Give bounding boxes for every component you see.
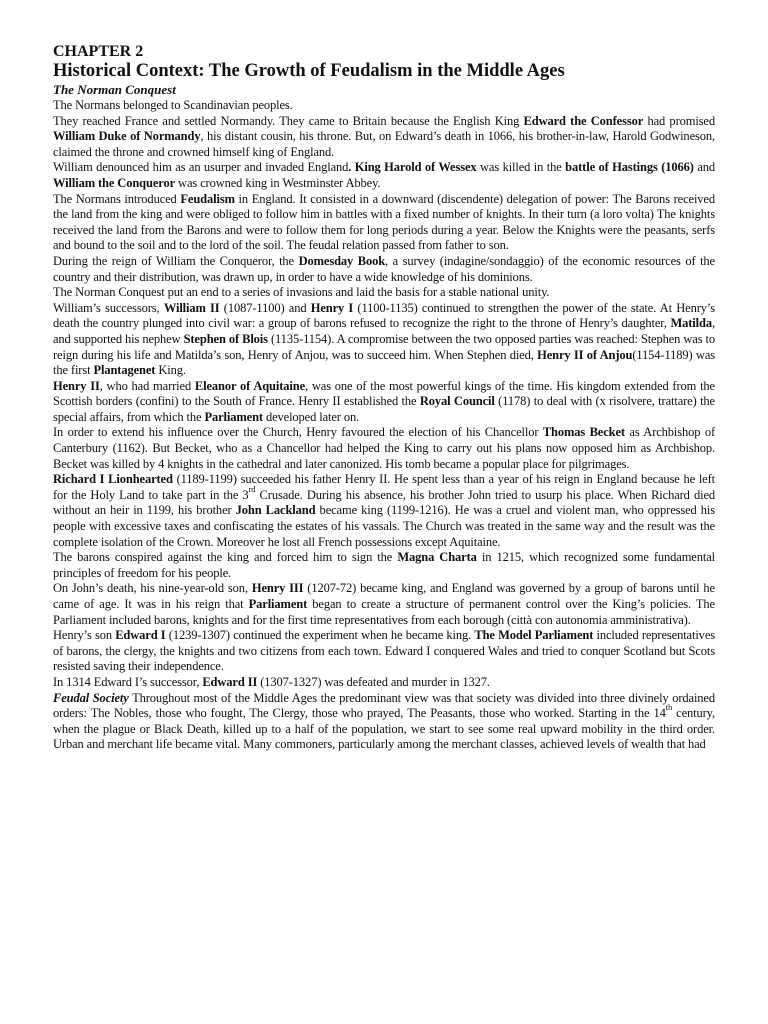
text-run: William’s successors, xyxy=(53,300,164,315)
paragraph xyxy=(53,472,715,550)
bold-term: Parliament xyxy=(248,597,308,611)
bold-term: William the Conqueror xyxy=(53,175,176,190)
text-run: included representatives of barons, the clergy, the knights and two citizens from each town. Edward I conquered Wales and tried to conquer Scotland but Scots resisted saving their independence. xyxy=(53,628,715,674)
bold-term: Thomas Becket xyxy=(542,425,625,440)
ordinal-suffix: th xyxy=(665,702,673,713)
text-run: In order to extend his influence over the Church, Henry favoured the election of his Chancellor xyxy=(53,425,543,440)
text-run: , a survey (indagine/sondaggio) of the economic resources of the country and their distribution, was drawn up, in order to have a wide knowledge of his dominions. xyxy=(53,253,715,284)
bold-term: John Lackland xyxy=(235,503,316,518)
text-run: Throughout most of the Middle Ages the predominant view was that society was divided into three divinely ordained orders: The Nobles, those who fought, The Clergy, those who prayed, The Peasants, those who worked. Starting in the 14 xyxy=(53,690,715,721)
text-run: in England. It consisted in a downward (discendente) delegation of power: The Barons received the land from the king and were obliged to follow him in battles with a fixed number of knights. In their turn (a loro volta) The knights received the land from the Barons and were to follow them for long periods during a year. Below the Knights were the peasants, serfs and bound to the soil and to the lord of the soil. The feudal relation passed from father to son. xyxy=(53,191,715,253)
text-run: On John’s death, his nine-year-old son, xyxy=(53,581,252,596)
bold-term: Henry I xyxy=(310,300,354,315)
paragraph xyxy=(53,379,715,426)
bold-term: Edward II xyxy=(202,674,258,689)
text-run: , his distant cousin, his throne. But, on Edward’s death in 1066, his brother-in-law, Harold Godwineson, claimed the throne and crowned himself king of England. xyxy=(53,129,716,159)
bold-term: Edward I xyxy=(115,628,166,643)
chapter-label: CHAPTER 2 xyxy=(53,43,144,60)
bold-term: Henry II of Anjou xyxy=(537,347,633,362)
text-run: (1189-1199) succeeded his father Henry II. He spent less than a year of his reign in England because he left for the Holy Land to take part in the 3 xyxy=(53,472,715,502)
bold-term: William II xyxy=(163,300,220,315)
text-run: The Normans introduced xyxy=(53,191,181,206)
paragraph xyxy=(53,581,715,628)
bold-term: Domesday Book xyxy=(298,253,386,268)
bold-term: Feudalism xyxy=(180,191,235,206)
paragraph xyxy=(53,628,715,675)
text-run: became king (1199-1216). He was a cruel and violent man, who oppressed his people with excessive taxes and confiscating the estates of his vassals. The Church was treated in the same way and the result was the complete isolation of the Crown. Moreover he lost all French possessions except Aquitaine. xyxy=(53,503,715,549)
bold-term: William Duke of Normandy xyxy=(53,129,201,144)
text-run: was killed in the xyxy=(476,160,566,175)
text-run: , and supported his nephew xyxy=(53,316,715,346)
text-run: Crusade. During his absence, his brother John tried to usurp his place. When Richard died without an heir in 1199, his brother xyxy=(53,487,715,518)
text-run: (1307-1327) was defeated and murder in 1327. xyxy=(257,674,490,689)
paragraph xyxy=(53,301,715,379)
text-run: (1087-1100) and xyxy=(219,300,311,315)
text-run: as Archbishop of Canterbury (1162). But Becket, who as a Chancellor had helped the King to carry out his plans now opposed him as Archbishop. Becket was killed by 4 knights in the cathedral and later canonized. His tomb became a popular place for pilgrimages. xyxy=(53,425,716,471)
bold-term: Matilda xyxy=(670,316,712,331)
paragraph xyxy=(53,114,715,161)
text-run: Henry’s son xyxy=(53,628,116,643)
paragraph xyxy=(53,285,715,301)
chapter-title: Historical Context: The Growth of Feudalism in the Middle Ages xyxy=(53,61,565,81)
bold-term: Plantagenet xyxy=(93,363,156,378)
text-run: (1207-72) became king, and England was governed by a group of barons until he came of age. It was in his reign that xyxy=(53,581,715,611)
text-run: was crowned king in Westminster Abbey. xyxy=(175,175,381,190)
ordinal-suffix: rd xyxy=(248,483,256,494)
text-run: In 1314 Edward I’s successor, xyxy=(53,674,203,689)
text-run: and xyxy=(693,160,716,175)
text-run: developed later on. xyxy=(262,409,360,424)
text-run: had promised xyxy=(643,113,715,128)
text-run: King. xyxy=(155,363,186,378)
text-run: century, when the plague or Black Death, killed up to a half of the population, we start to see some real upward mobility in the third order. Urban and merchant life became vital. Many commoners, particularly among the merchant classes, achieved levels of wealth that had xyxy=(53,706,715,752)
paragraph xyxy=(53,192,715,254)
bold-term: Magna Charta xyxy=(397,550,477,565)
text-run: (1100-1135) continued to strengthen the power of the state. At Henry’s death the country plunged into civil war: a group of barons refused to recognize the right to the throne of Henry’s daughter, xyxy=(53,300,715,331)
document-page xyxy=(53,42,715,753)
paragraph xyxy=(53,160,715,191)
bold-term: . King Harold of Wessex xyxy=(348,160,477,175)
text-run: The barons conspired against the king and forced him to sign the xyxy=(53,550,398,565)
paragraph xyxy=(53,98,715,114)
text-run: in 1215, which recognized some fundamental principles of freedom for his people. xyxy=(53,550,716,580)
bold-term: Feudal Society xyxy=(53,690,129,705)
paragraph xyxy=(53,425,715,472)
text-run: William denounced him as an usurper and invaded England xyxy=(53,160,349,175)
text-run: (1154-1189) was the first xyxy=(53,347,716,378)
text-run: , was one of the most powerful kings of the time. His kingdom extended from the Scottish borders (confini) to the South of France. Henry II established the xyxy=(53,378,715,409)
text-run: , who had married xyxy=(99,378,195,393)
paragraph xyxy=(53,550,715,581)
text-run: They reached France and settled Normandy. They came to Britain because the English King xyxy=(53,113,524,128)
paragraph xyxy=(53,675,715,691)
bold-term: Eleanor of Aquitaine xyxy=(194,378,306,393)
text-run: (1178) to deal with (x risolvere, trattare) the special affairs, from which the xyxy=(53,394,715,424)
bold-term: Parliament xyxy=(204,409,263,424)
text-run: (1135-1154). A compromise between the two opposed parties was reached: Stephen was to reign during his life and Matilda’s son, Henry of Anjou, was to succeed him. When Stephen died, xyxy=(53,331,715,362)
bold-term: The Model Parliament xyxy=(474,628,594,643)
bold-term: Henry II xyxy=(53,378,100,393)
bold-term: Royal Council xyxy=(419,394,495,409)
bold-term: Edward the Confessor xyxy=(523,113,644,128)
body-text xyxy=(53,98,715,753)
bold-term: Stephen of Blois xyxy=(183,331,268,346)
bold-term: Richard I Lionhearted xyxy=(53,472,173,487)
bold-term: battle of Hastings (1066) xyxy=(565,160,694,175)
paragraph xyxy=(53,254,715,285)
text-run: began to create a structure of permanent control over the King’s policies. The Parliament included barons, knights and for the first time representatives from each borough (città con autonomia amministrativa). xyxy=(53,597,715,627)
text-run: The Norman Conquest put an end to a series of invasions and laid the basis for a stable national unity. xyxy=(53,285,550,300)
text-run: During the reign of William the Conqueror, the xyxy=(53,253,299,268)
paragraph xyxy=(53,691,715,753)
bold-term: Henry III xyxy=(251,581,304,596)
section-heading: The Norman Conquest xyxy=(53,82,176,97)
text-run: The Normans belonged to Scandinavian peoples. xyxy=(53,98,293,112)
text-run: (1239-1307) continued the experiment when he became king. xyxy=(165,628,475,643)
